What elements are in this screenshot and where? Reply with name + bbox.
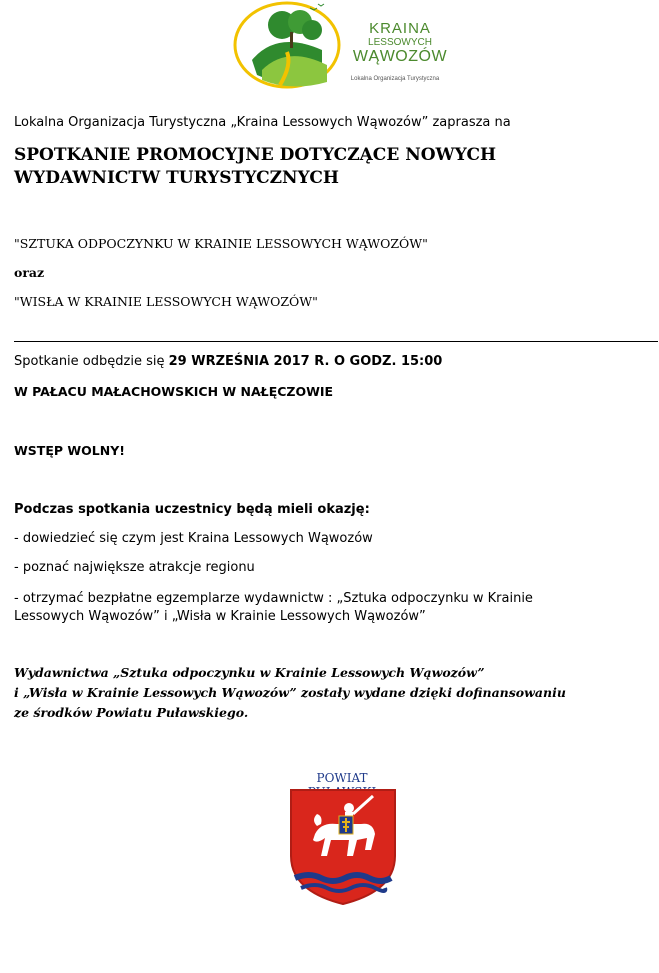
powiat-crest-icon [287, 786, 399, 906]
event-datetime: 29 WRZEŚNIA 2017 R. O GODZ. 15:00 [168, 354, 443, 369]
opportunity-item: - poznać największe atrakcje regionu [14, 560, 255, 575]
conjunction-oraz: oraz [14, 265, 45, 280]
opportunities-heading: Podczas spotkania uczestnicy będą mieli okazję: [14, 502, 370, 517]
funding-line3: ze środków Powiatu Puławskiego. [14, 705, 249, 720]
opportunity-item: - dowiedzieć się czym jest Kraina Lessowych Wąwozów [14, 531, 373, 546]
opportunity-item: Lessowych Wąwozów” i „Wisła w Krainie Lessowych Wąwozów” [14, 609, 426, 624]
logo-line1: KRAINA [369, 20, 431, 37]
logo-wordmark [340, 20, 460, 66]
event-prefix: Spotkanie odbędzie się [14, 354, 165, 369]
divider-line [14, 341, 658, 342]
publication-title-2: "WISŁA W KRAINIE LESSOWYCH WĄWOZÓW" [14, 294, 318, 309]
funding-line1: Wydawnictwa „Sztuka odpoczynku w Krainie Lessowych Wąwozów” [14, 665, 485, 680]
event-place: W PAŁACU MAŁACHOWSKICH W NAŁĘCZOWIE [14, 384, 334, 399]
publication-title-1: "SZTUKA ODPOCZYNKU W KRAINIE LESSOWYCH WĄWOZÓW" [14, 236, 428, 251]
headline-line2: WYDAWNICTW TURYSTYCZNYCH [14, 168, 339, 188]
crest-title: POWIAT [316, 771, 368, 785]
logo-line3: WĄWOZÓW [352, 48, 448, 65]
opportunity-item: - otrzymać bezpłatne egzemplarze wydawnictw : „Sztuka odpoczynku w Krainie [14, 591, 533, 606]
funding-line2: i „Wisła w Krainie Lessowych Wąwozów” zostały wydane dzięki dofinansowaniu [14, 685, 566, 700]
event-date-line [14, 353, 442, 371]
logo-subtitle: Lokalna Organizacja Turystyczna [350, 76, 440, 82]
funding-note [14, 663, 659, 723]
intro-text: Lokalna Organizacja Turystyczna „Kraina Lessowych Wąwozów” zaprasza na [14, 115, 511, 130]
headline [14, 144, 634, 190]
event-entry: WSTĘP WOLNY! [14, 443, 125, 458]
logo-line2: LESSOWYCH [368, 37, 432, 48]
headline-line1: SPOTKANIE PROMOCYJNE DOTYCZĄCE NOWYCH [14, 145, 497, 165]
